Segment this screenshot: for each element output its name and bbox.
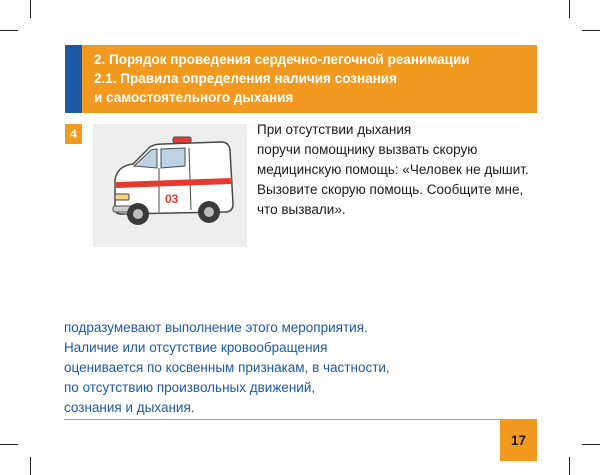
instruction-line: медицинскую помощь: «Человек не дышит. [257,162,529,177]
body-paragraph [64,318,484,418]
section-title-line: 2. Порядок проведения сердечно-легочной реанимации [94,52,470,67]
section-title [94,50,529,107]
crop-mark [569,457,570,475]
crop-mark [30,0,31,18]
section-title-line: и самостоятельного дыхания [94,90,294,105]
ambulance-icon [93,124,247,247]
crop-mark [569,0,570,18]
body-line: Наличие или отсутствие кровообращения [64,340,328,355]
footer-rule [64,419,537,420]
body-line: сознания и дыхания. [64,400,195,415]
ambulance-illustration [93,124,247,247]
body-line: по отсутствию произвольных движений, [64,380,316,395]
crop-mark [582,30,600,31]
ambulance-number-label: 03 [165,192,179,206]
instruction-line: При отсутствии дыхания [257,122,412,137]
instruction-line: что вызвали». [257,202,346,217]
section-header [65,45,537,113]
section-title-line: 2.1. Правила определения наличия сознания [94,71,397,86]
header-accent-bar [65,45,82,113]
instruction-line: Вызовите скорую помощь. Сообщите мне, [257,182,524,197]
crop-mark [0,30,18,31]
step-instruction [257,120,547,220]
instruction-line: поручи помощнику вызвать скорую [257,142,478,157]
body-line: подразумевают выполнение этого мероприятия. [64,320,368,335]
page-number: 17 [500,419,537,461]
crop-mark [582,444,600,445]
body-line: оценивается по косвенным признакам, в частности, [64,360,390,375]
crop-mark [30,457,31,475]
step-number-badge: 4 [65,124,82,144]
crop-mark [0,444,18,445]
